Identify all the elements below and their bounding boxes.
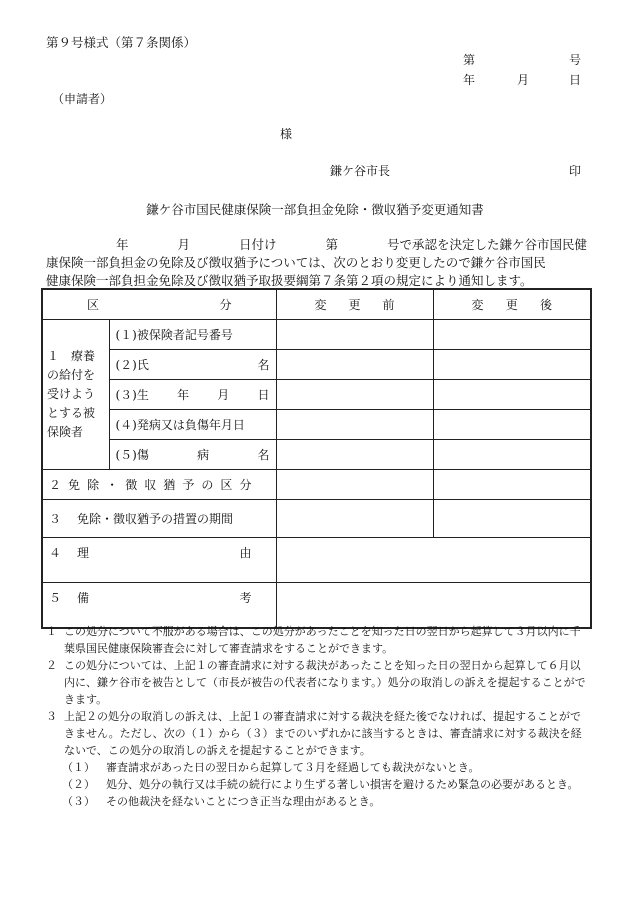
category-4-cell: ４ 理 由 [42,538,276,583]
note-item: １ この処分について不服がある場合は、この処分があったことを知った日の翌日から起算して３月以内に千葉県国民健康保険審査会に対して審査請求をすることができます。 [46,625,581,655]
body-paragraph [46,236,587,290]
sub-note-item: （２） 処分、処分の執行又は手続の続行により生ずる著しい損害を避けるため緊急の必要があるとき。 [62,778,579,791]
after-value-7[interactable] [433,500,591,538]
body-month-label: 月 [177,237,190,252]
category-1-cell [42,320,109,470]
table-row [42,320,591,350]
before-value-5[interactable] [276,440,433,470]
date-month-label: 月 [517,73,530,87]
remarks-value[interactable] [276,583,591,629]
applicant-label: （申請者） [52,92,113,106]
after-value-4[interactable] [433,410,591,440]
body-date-label: 日付け [238,237,277,252]
sub-item-3: (３)生 年 月 日 [109,380,276,410]
header-after-char: 更 [505,298,518,312]
date-day-label: 日 [569,73,582,87]
after-value-5[interactable] [433,440,591,470]
header-after [433,289,591,320]
note-item: ３ 上記２の処分の取消しの訴えは、上記１の審査請求に対する裁決を経た後でなければ、提起することができません。ただし、次の（１）から（３）までのいずれかに該当するときは、審査請求に対する裁決を経ないで、この処分の取消しの訴えを提起することができます。 [46,710,582,757]
header-category-char: 区 [87,298,100,312]
change-table [41,288,592,629]
notes-section [46,623,591,810]
document-title: 鎌ケ谷市国民健康保険一部負担金免除・徴収猶予変更通知書 [146,202,484,217]
table-row [42,583,591,629]
before-value-4[interactable] [276,410,433,440]
table-row [42,500,591,538]
body-line-1 [46,236,587,254]
before-value-6[interactable] [276,470,433,500]
body-year-label: 年 [116,237,129,252]
issuer-name: 鎌ケ谷市長 [330,164,391,178]
before-value-3[interactable] [276,380,433,410]
category-1-label: １ 療養の給付を受けようとする被保険者 [47,349,96,439]
header-after-char: 変 [471,298,484,312]
table-row [42,380,591,410]
category-2-cell: ２ 免 除 ・ 徴 収 猶 予 の 区 分 [42,470,276,500]
header-after-char: 後 [539,298,552,312]
date-year-label: 年 [463,73,476,87]
header-before-char: 前 [382,298,395,312]
after-value-6[interactable] [433,470,591,500]
doc-number-suffix: 号 [569,53,582,67]
sub-item-4: (４)発病又は負傷年月日 [109,410,276,440]
note-item: ２ この処分については、上記１の審査請求に対する裁決があったことを知った日の翌日から起算して６月以内に、鎌ケ谷市を被告として（市長が被告の代表者になります。）処分の取消しの訴えを提起することができます。 [46,659,586,706]
honorific-label: 様 [280,127,293,141]
sub-note-item: （３） その他裁決を経ないことにつき正当な理由があるとき。 [62,795,381,808]
table-row [42,538,591,583]
after-value-3[interactable] [433,380,591,410]
sub-item-1 [109,320,276,350]
sub-item-label: (１)被保険者記号番号 [115,328,233,342]
body-line-1-rest: 号で承認を決定した鎌ケ谷市国民健 [386,237,587,252]
table-row [42,440,591,470]
header-category-char: 分 [219,298,232,312]
body-line-3: 健康保険一部負担金免除及び徴収猶予取扱要綱第７条第２項の規定により通知します。 [46,273,533,288]
form-number: 第９号様式（第７条関係） [46,35,197,50]
table-row [42,470,591,500]
sub-item-5: (５)傷 病 名 [109,440,276,470]
before-value-1[interactable] [276,320,433,350]
doc-number-prefix: 第 [463,53,476,67]
header-before [276,289,433,320]
table-row [42,410,591,440]
table-row [42,350,591,380]
table-header-row [42,289,591,320]
category-3-cell: ３ 免除・徴収猶予の措置の期間 [42,500,276,538]
header-category [42,289,276,320]
reason-value[interactable] [276,538,591,583]
body-number-prefix: 第 [325,237,338,252]
sub-note-item: （１） 審査請求があった日の翌日から起算して３月を経過しても裁決がないとき。 [62,761,480,774]
before-value-7[interactable] [276,500,433,538]
sub-item-2: (２)氏 名 [109,350,276,380]
category-5-cell: ５ 備 考 [42,583,276,629]
after-value-1[interactable] [433,320,591,350]
seal-mark: 印 [569,164,582,178]
body-line-2: 康保険一部負担金の免除及び徴収猶予については、次のとおり変更したので鎌ケ谷市国民 [46,255,546,270]
after-value-2[interactable] [433,350,591,380]
header-before-char: 変 [314,298,327,312]
before-value-2[interactable] [276,350,433,380]
header-before-char: 更 [348,298,361,312]
